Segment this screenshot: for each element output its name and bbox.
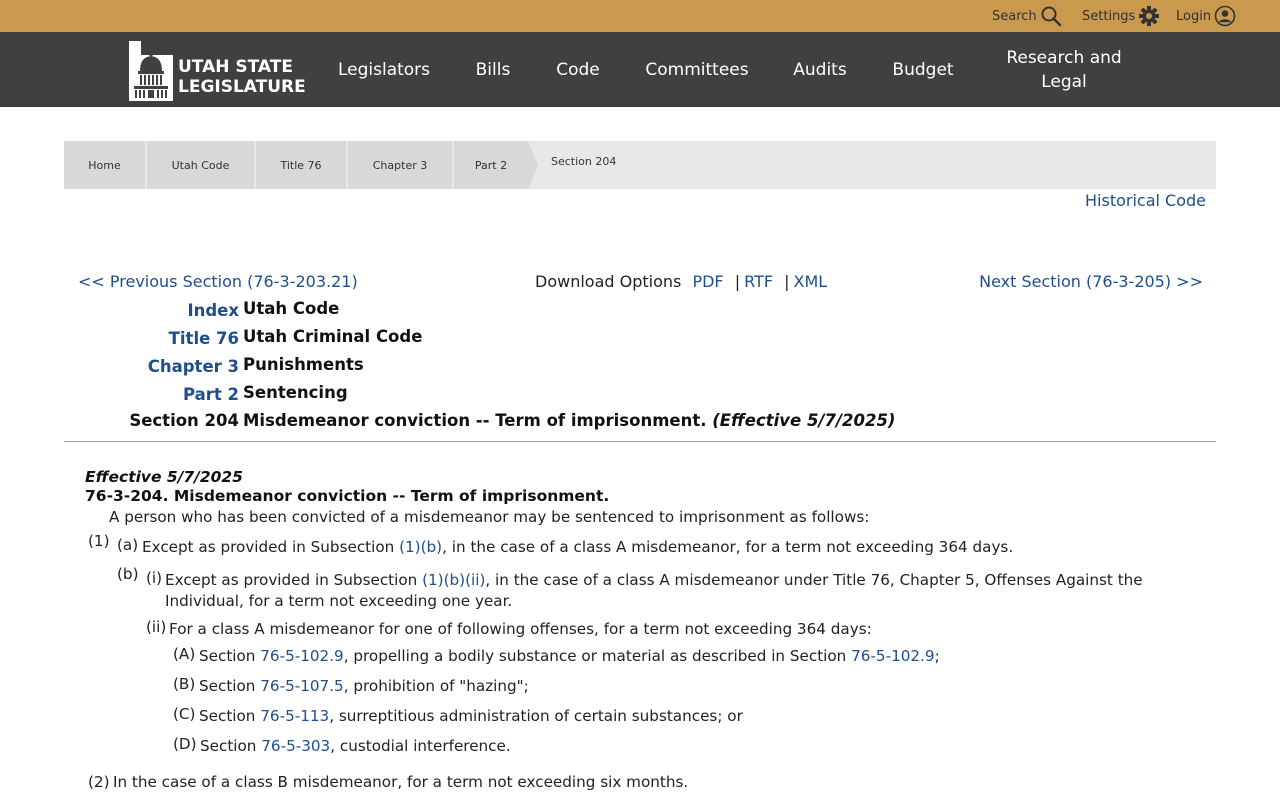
paragraph-text: Section	[199, 677, 261, 695]
logo-line-2: LEGISLATURE	[178, 77, 306, 97]
paragraph-text: Section	[200, 737, 262, 755]
subsection-marker: (2)	[88, 773, 110, 791]
paragraph-text: , in the case of a class A misdemeanor under Title 76, Chapter 5, Offenses Against the	[485, 571, 1143, 589]
nav-legislators[interactable]: Legislators	[337, 59, 431, 80]
paragraph-1a	[142, 538, 1013, 556]
paragraph-D	[200, 737, 511, 755]
paragraph-text: Section	[199, 647, 261, 665]
breadcrumb-home[interactable]: Home	[64, 141, 145, 189]
login-label: Login	[1176, 8, 1212, 24]
breadcrumb-part[interactable]: Part 2	[454, 141, 528, 189]
login-button[interactable]	[1176, 0, 1236, 32]
paragraph-1bii: For a class A misdemeanor for one of following offenses, for a term not exceeding 364 days:	[169, 620, 872, 638]
nav-budget[interactable]: Budget	[892, 59, 954, 80]
user-icon	[1214, 5, 1236, 27]
section-effective: (Effective 5/7/2025)	[712, 411, 896, 430]
search-icon	[1040, 5, 1062, 27]
breadcrumb	[64, 141, 1216, 189]
search-label: Search	[992, 8, 1037, 24]
breadcrumb-title[interactable]: Title 76	[256, 141, 346, 189]
paragraph-text: , prohibition of "hazing";	[343, 677, 529, 695]
paragraph-1bi-line-2: Individual, for a term not exceeding one year.	[165, 592, 513, 610]
download-options	[535, 272, 827, 291]
utility-bar	[0, 0, 1280, 32]
subsection-marker: (1)	[88, 532, 110, 550]
paragraph-A	[199, 647, 940, 665]
subsection-marker: (a)	[117, 536, 139, 554]
subsection-marker: (ii)	[146, 618, 167, 636]
chapter-link[interactable]: Chapter 3	[147, 357, 239, 376]
download-separator: |	[734, 272, 741, 291]
nav-audits[interactable]: Audits	[793, 59, 847, 80]
breadcrumb-chapter[interactable]: Chapter 3	[348, 141, 452, 189]
nav-research-and-legal[interactable]	[996, 32, 1132, 107]
paragraph-text: Except as provided in Subsection	[165, 571, 423, 589]
gear-icon	[1138, 5, 1160, 27]
next-section-link[interactable]: Next Section (76-3-205) >>	[979, 272, 1203, 291]
download-xml-link[interactable]: XML	[793, 272, 828, 291]
section-link[interactable]: 76-5-303	[261, 737, 331, 755]
paragraph-text: , in the case of a class A misdemeanor, for a term not exceeding 364 days.	[442, 538, 1014, 556]
paragraph-text: Except as provided in Subsection	[142, 538, 400, 556]
main-nav	[0, 32, 1280, 107]
paragraph-text: , propelling a bodily substance or material as described in Section	[343, 647, 852, 665]
download-pdf-link[interactable]: PDF	[692, 272, 724, 291]
section-title: Misdemeanor conviction -- Term of imprisonment.	[243, 411, 707, 430]
part-link[interactable]: Part 2	[182, 385, 239, 404]
section-value	[243, 411, 895, 430]
breadcrumb-utah-code[interactable]: Utah Code	[147, 141, 254, 189]
section-link[interactable]: 76-5-102.9	[260, 647, 344, 665]
subsection-marker: (b)	[117, 565, 139, 583]
download-separator: |	[784, 272, 790, 291]
divider	[64, 441, 1216, 442]
paragraph-text: , custodial interference.	[330, 737, 511, 755]
title-value: Utah Criminal Code	[243, 327, 423, 346]
subsection-marker: (i)	[146, 569, 163, 587]
paragraph-text: , surreptitious administration of certain substances; or	[329, 707, 743, 725]
section-link[interactable]: 76-5-102.9	[851, 647, 935, 665]
intro-paragraph: A person who has been convicted of a misdemeanor may be sentenced to imprisonment as follows:	[109, 508, 870, 526]
breadcrumb-arrow	[528, 141, 538, 189]
section-link[interactable]: 76-5-113	[260, 707, 330, 725]
nav-research-line-1: Research and	[1006, 47, 1122, 68]
paragraph-B	[199, 677, 529, 695]
historical-code-link[interactable]: Historical Code	[1085, 191, 1206, 210]
index-value: Utah Code	[243, 299, 340, 318]
paragraph-C	[199, 707, 743, 725]
subsection-link[interactable]: (1)(b)(ii)	[422, 571, 486, 589]
paragraph-1bi	[165, 571, 1143, 589]
paragraph-text: Section	[199, 707, 261, 725]
paragraph-2: In the case of a class B misdemeanor, for a term not exceeding six months.	[113, 773, 689, 791]
chapter-value: Punishments	[243, 355, 364, 374]
effective-date: Effective 5/7/2025	[85, 468, 243, 486]
subsection-marker: (B)	[173, 675, 196, 693]
capitol-icon	[127, 41, 175, 101]
section-heading: 76-3-204. Misdemeanor conviction -- Term of imprisonment.	[85, 487, 610, 505]
title-link[interactable]: Title 76	[168, 329, 239, 348]
download-options-label: Download Options	[535, 272, 682, 291]
previous-section-link[interactable]: << Previous Section (76-3-203.21)	[78, 272, 358, 291]
logo-text	[178, 57, 306, 97]
part-value: Sentencing	[243, 383, 348, 402]
logo-line-1: UTAH STATE	[178, 57, 293, 77]
nav-code[interactable]: Code	[556, 59, 600, 80]
section-label: Section 204	[129, 411, 239, 430]
settings-button[interactable]	[1082, 0, 1160, 32]
settings-label: Settings	[1082, 8, 1136, 24]
nav-committees[interactable]: Committees	[645, 59, 749, 80]
nav-research-line-2: Legal	[1041, 71, 1087, 92]
breadcrumb-current: Section 204	[551, 155, 617, 168]
site-logo[interactable]	[127, 41, 306, 101]
nav-bills[interactable]: Bills	[475, 59, 511, 80]
subsection-marker: (C)	[173, 705, 196, 723]
section-link[interactable]: 76-5-107.5	[260, 677, 344, 695]
subsection-marker: (A)	[173, 645, 196, 663]
search-button[interactable]	[992, 0, 1062, 32]
subsection-link[interactable]: (1)(b)	[399, 538, 443, 556]
subsection-marker: (D)	[173, 735, 197, 753]
paragraph-text: ;	[934, 647, 940, 665]
download-rtf-link[interactable]: RTF	[744, 272, 774, 291]
index-link[interactable]: Index	[187, 301, 239, 320]
